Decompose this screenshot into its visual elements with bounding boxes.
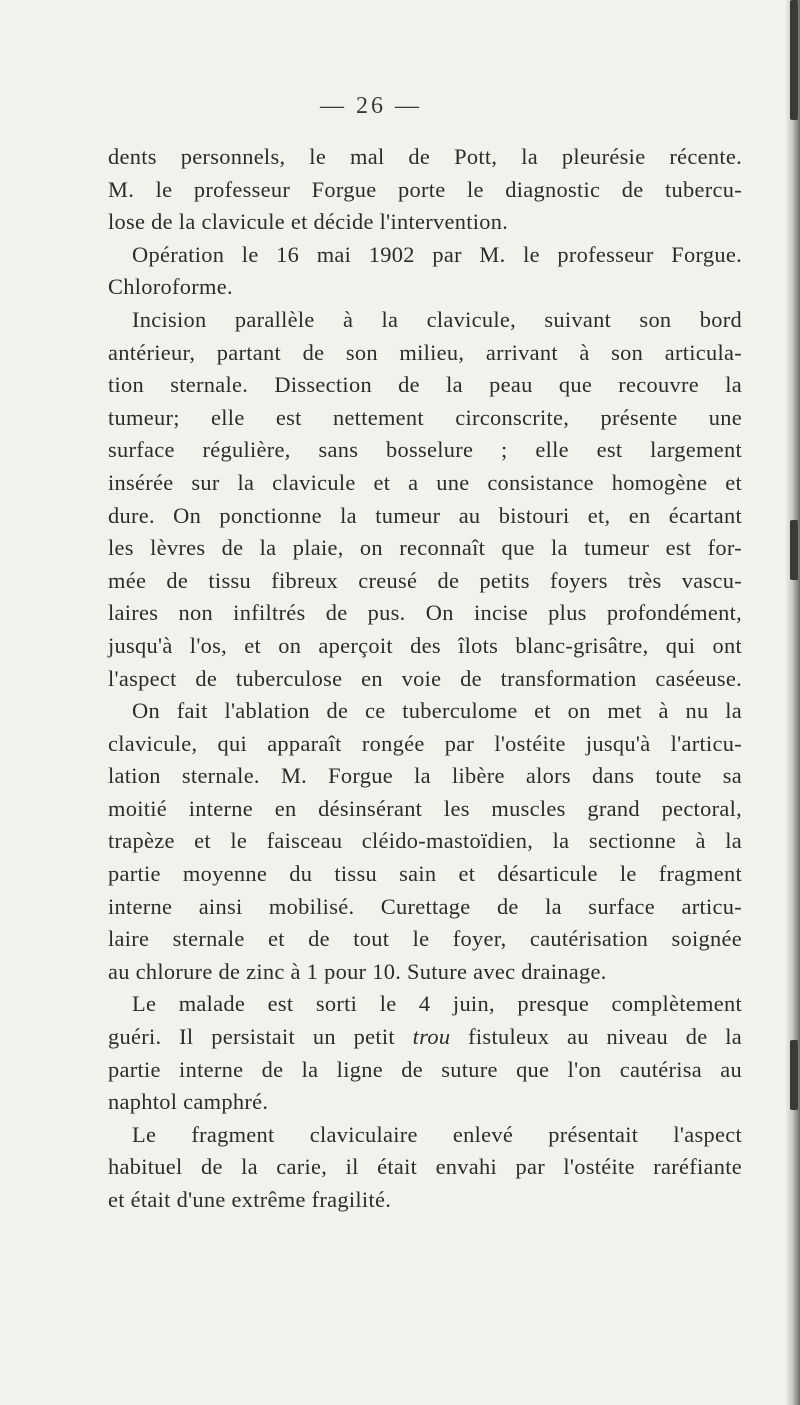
text-fragment: guéri. Il persistait un petit — [108, 1024, 395, 1050]
text-line: tumeur; elle est nettement circonscrite, présente une — [108, 404, 742, 430]
text-line: dents personnels, le mal de Pott, la pleurésie récente. — [108, 144, 742, 169]
text-line: au chlorure de zinc à 1 pour 10. Suture avec drainage. — [108, 958, 607, 984]
page-number: — 26 — — [320, 93, 422, 119]
text-line: tion sternale. Dissection de la peau que recouvre la — [108, 372, 742, 398]
text-line: Opération le 16 mai 1902 par M. le professeur Forgue. — [132, 241, 742, 267]
italic-word: trou — [412, 1024, 451, 1050]
text-line: et était d'une extrême fragilité. — [108, 1187, 392, 1212]
text-fragment: fistuleux au niveau de la — [468, 1024, 742, 1050]
text-line: trapèze et le faisceau cléido-mastoïdien, la sectionne à la — [108, 828, 742, 854]
text-line: clavicule, qui apparaît rongée par l'ostéite jusqu'à l'articu- — [108, 730, 742, 756]
text-line: surface régulière, sans bosselure ; elle est largement — [108, 437, 742, 463]
text-line: On fait l'ablation de ce tuberculome et on met à nu la — [132, 698, 742, 724]
text-line: partie interne de la ligne de suture que l'on cautérisa au — [108, 1056, 742, 1082]
text-line: habituel de la carie, il était envahi par l'ostéite raréfiante — [108, 1154, 742, 1180]
text-line: interne ainsi mobilisé. Curettage de la surface articu- — [108, 893, 742, 919]
text-line: dure. On ponctionne la tumeur au bistouri et, en écartant — [108, 502, 742, 528]
text-line: partie moyenne du tissu sain et désarticule le fragment — [108, 861, 742, 887]
text-line: lation sternale. M. Forgue la libère alors dans toute sa — [108, 763, 742, 789]
text-line: insérée sur la clavicule et a une consistance homogène et — [108, 469, 742, 495]
text-line: les lèvres de la plaie, on reconnaît que la tumeur est for- — [108, 535, 742, 561]
page-edge-shadow — [786, 0, 800, 1405]
text-line: mée de tissu fibreux creusé de petits foyers très vascu- — [108, 567, 742, 593]
text-line: M. le professeur Forgue porte le diagnostic de tubercu- — [108, 176, 742, 202]
text-line: Le malade est sorti le 4 juin, presque complètement — [132, 991, 742, 1017]
text-line: naphtol camphré. — [108, 1089, 269, 1115]
text-line: moitié interne en désinsérant les muscles grand pectoral, — [108, 795, 742, 821]
text-line: antérieur, partant de son milieu, arrivant à son articula- — [108, 339, 742, 365]
edge-mark — [790, 0, 798, 120]
edge-mark — [790, 1040, 798, 1110]
text-line: Le fragment claviculaire enlevé présentait l'aspect — [132, 1121, 742, 1147]
text-line — [108, 1021, 742, 1054]
edge-mark — [790, 520, 798, 580]
text-line: lose de la clavicule et décide l'intervention. — [108, 209, 509, 235]
text-line: laire sternale et de tout le foyer, cautérisation soignée — [108, 926, 742, 952]
text-line: Chloroforme. — [108, 274, 233, 300]
text-line: laires non infiltrés de pus. On incise plus profondément, — [108, 600, 742, 626]
text-line: l'aspect de tuberculose en voie de transformation caséeuse. — [108, 665, 742, 691]
body-text — [108, 141, 742, 1217]
text-line: Incision parallèle à la clavicule, suivant son bord — [132, 306, 742, 332]
text-line: jusqu'à l'os, et on aperçoit des îlots blanc-grisâtre, qui ont — [108, 632, 742, 658]
